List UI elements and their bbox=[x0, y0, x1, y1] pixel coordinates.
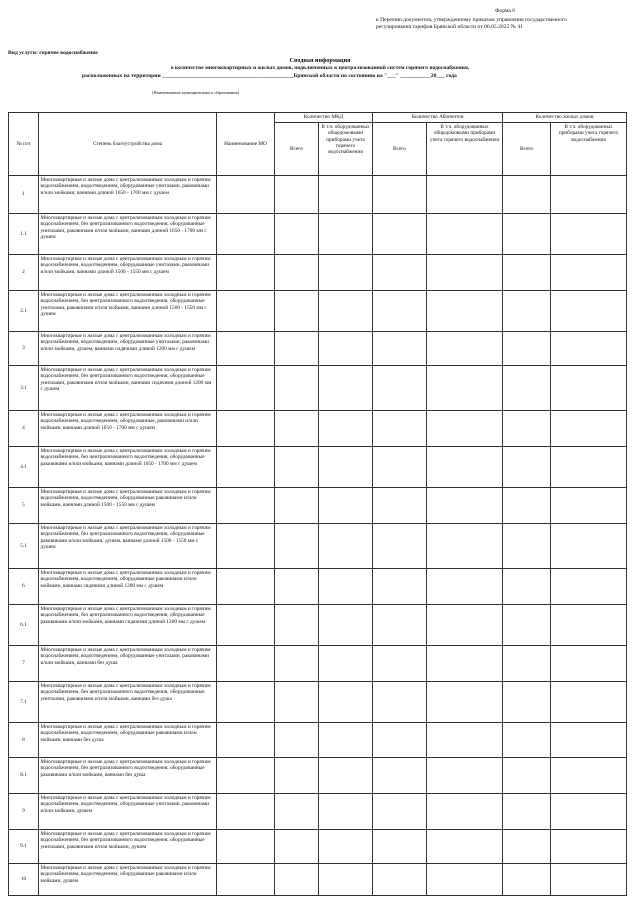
row-number: 7.1 bbox=[9, 682, 39, 723]
empty-cell[interactable] bbox=[373, 605, 427, 646]
empty-cell[interactable] bbox=[551, 366, 627, 411]
empty-cell[interactable] bbox=[373, 864, 427, 896]
empty-cell[interactable] bbox=[551, 646, 627, 682]
table-row bbox=[9, 255, 627, 291]
empty-cell[interactable] bbox=[427, 682, 503, 723]
table-row bbox=[9, 524, 627, 569]
col-mkd-total-header: Всего bbox=[275, 123, 319, 176]
empty-cell[interactable] bbox=[373, 176, 427, 214]
empty-cell[interactable] bbox=[217, 411, 275, 447]
empty-cell[interactable] bbox=[275, 214, 319, 255]
empty-cell[interactable] bbox=[217, 524, 275, 569]
summary-table bbox=[8, 112, 627, 896]
empty-cell[interactable] bbox=[427, 646, 503, 682]
empty-cell[interactable] bbox=[275, 864, 319, 896]
municipality-caption: (Наименование муниципального образования) bbox=[152, 90, 239, 95]
col-mkd-meters-header: В т.ч. оборудованных общедомовыми приборами учета горячего водоснабжения bbox=[319, 123, 373, 176]
empty-cell[interactable] bbox=[217, 366, 275, 411]
empty-cell[interactable] bbox=[319, 214, 373, 255]
empty-cell[interactable] bbox=[503, 605, 551, 646]
table-row bbox=[9, 794, 627, 830]
row-description: Многоквартирные и жилые дома с централизованным холодным и горячим водоснабжением, водоотведением, оборудованные, раковинами и/или мойками, ваннами длиной 1650 - 1700 мм с душем bbox=[39, 411, 217, 447]
empty-cell[interactable] bbox=[551, 605, 627, 646]
empty-cell[interactable] bbox=[503, 447, 551, 488]
empty-cell[interactable] bbox=[427, 291, 503, 332]
table-row bbox=[9, 488, 627, 524]
row-description: Многоквартирные и жилые дома с централизованным холодным и горячим водоснабжением, водоотведением, оборудованные раковинами и/или мойками, ваннами сидячими длиной 1200 мм с душем bbox=[39, 569, 217, 605]
table-row bbox=[9, 411, 627, 447]
document-subtitle: о количестве многоквартирных и жилых домов, подключенных к централизованной систем горячего водоснабжения, bbox=[170, 65, 470, 71]
territory-line: расположенных на территории _______________________________________________Брянской области по состоянию на "___" ___________20___ года bbox=[82, 73, 457, 79]
row-number: 1 bbox=[9, 176, 39, 214]
table-row bbox=[9, 864, 627, 896]
row-number: 10 bbox=[9, 864, 39, 896]
table-row bbox=[9, 682, 627, 723]
empty-cell[interactable] bbox=[319, 569, 373, 605]
empty-cell[interactable] bbox=[503, 864, 551, 896]
empty-cell[interactable] bbox=[503, 524, 551, 569]
table-row bbox=[9, 176, 627, 214]
empty-cell[interactable] bbox=[373, 447, 427, 488]
row-number: 6 bbox=[9, 569, 39, 605]
empty-cell[interactable] bbox=[217, 605, 275, 646]
empty-cell[interactable] bbox=[503, 646, 551, 682]
empty-cell[interactable] bbox=[275, 794, 319, 830]
empty-cell[interactable] bbox=[373, 758, 427, 794]
order-reference: к Перечню документов, утвержденному приказом управления государственного регулирования тарифов Брянской области от 06.05.2022 № 41 bbox=[376, 17, 567, 30]
empty-cell[interactable] bbox=[427, 176, 503, 214]
empty-cell[interactable] bbox=[217, 864, 275, 896]
empty-cell[interactable] bbox=[319, 758, 373, 794]
empty-cell[interactable] bbox=[319, 411, 373, 447]
empty-cell[interactable] bbox=[551, 255, 627, 291]
empty-cell[interactable] bbox=[319, 605, 373, 646]
empty-cell[interactable] bbox=[503, 214, 551, 255]
col-house-total-header: Всего bbox=[503, 123, 551, 176]
empty-cell[interactable] bbox=[217, 488, 275, 524]
empty-cell[interactable] bbox=[503, 723, 551, 758]
empty-cell[interactable] bbox=[217, 830, 275, 864]
empty-cell[interactable] bbox=[275, 723, 319, 758]
empty-cell[interactable] bbox=[503, 291, 551, 332]
empty-cell[interactable] bbox=[217, 758, 275, 794]
empty-cell[interactable] bbox=[275, 524, 319, 569]
table-row bbox=[9, 569, 627, 605]
row-number: 5.1 bbox=[9, 524, 39, 569]
row-description: Многоквартирные и жилые дома с централизованным холодным и горячим водоснабжением, водоотведением, оборудованные раковинами и/или мойками, ваннами длиной 1500 - 1550 мм с душем bbox=[39, 488, 217, 524]
empty-cell[interactable] bbox=[503, 176, 551, 214]
empty-cell[interactable] bbox=[373, 366, 427, 411]
empty-cell[interactable] bbox=[551, 291, 627, 332]
row-number: 2 bbox=[9, 255, 39, 291]
empty-cell[interactable] bbox=[275, 488, 319, 524]
row-description: Многоквартирные и жилые дома с централизованным холодным и горячим водоснабжением, водоотведением, оборудованные унитазами, раковинами и/или мойками, ваннами без душа bbox=[39, 646, 217, 682]
empty-cell[interactable] bbox=[217, 291, 275, 332]
empty-cell[interactable] bbox=[217, 569, 275, 605]
empty-cell[interactable] bbox=[551, 569, 627, 605]
row-number: 8.1 bbox=[9, 758, 39, 794]
empty-cell[interactable] bbox=[275, 176, 319, 214]
empty-cell[interactable] bbox=[551, 447, 627, 488]
empty-cell[interactable] bbox=[319, 366, 373, 411]
col-sub-total-header: Всего bbox=[373, 123, 427, 176]
empty-cell[interactable] bbox=[373, 411, 427, 447]
row-description: Многоквартирные и жилые дома с централизованным холодным и горячим водоснабжением, водоотведением, оборудованные раковинами и/или мойками, ваннами без душа bbox=[39, 723, 217, 758]
service-type: Вид услуги: горячее водоснабжение bbox=[8, 50, 98, 56]
empty-cell[interactable] bbox=[275, 332, 319, 366]
empty-cell[interactable] bbox=[275, 255, 319, 291]
empty-cell[interactable] bbox=[551, 488, 627, 524]
col-num-header: № п/п bbox=[9, 113, 39, 176]
empty-cell[interactable] bbox=[275, 291, 319, 332]
col-mo-header: Наименование МО bbox=[217, 113, 275, 176]
table-row bbox=[9, 447, 627, 488]
row-number: 9.1 bbox=[9, 830, 39, 864]
empty-cell[interactable] bbox=[319, 646, 373, 682]
empty-cell[interactable] bbox=[319, 488, 373, 524]
col-mkd-header: Количество МКД bbox=[275, 113, 373, 123]
empty-cell[interactable] bbox=[551, 723, 627, 758]
empty-cell[interactable] bbox=[319, 864, 373, 896]
empty-cell[interactable] bbox=[373, 830, 427, 864]
row-number: 2.1 bbox=[9, 291, 39, 332]
row-description: Многоквартирные и жилые дома с централизованным холодным и горячим водоснабжением, без централизованного водоотведения, оборудованные раковинами и/или мойками, душем, ваннами длиной 1500 - 1550 мм с душем bbox=[39, 524, 217, 569]
empty-cell[interactable] bbox=[503, 488, 551, 524]
row-description: Многоквартирные и жилые дома с централизованным холодным и горячим водоснабжением, водоотведением, оборудованные унитазами, раковинами и/или мойками, ваннами длиной 1650 - 1700 мм с душем bbox=[39, 176, 217, 214]
col-subscribers-header: Количество Абонентов bbox=[373, 113, 503, 123]
empty-cell[interactable] bbox=[373, 332, 427, 366]
empty-cell[interactable] bbox=[217, 214, 275, 255]
row-description: Многоквартирные и жилые дома с централизованным холодным и горячим водоснабжением, без централизованного водоотведения, оборудованные унитазами, раковинами и/или мойками, ваннами без душа bbox=[39, 682, 217, 723]
empty-cell[interactable] bbox=[551, 411, 627, 447]
row-description: Многоквартирные и жилые дома с централизованным холодным и горячим водоснабжением, водоотведением, оборудованные унитазами, раковинами и/или мойками, ваннами длиной 1500 - 1550 мм с душем bbox=[39, 255, 217, 291]
empty-cell[interactable] bbox=[217, 794, 275, 830]
empty-cell[interactable] bbox=[551, 794, 627, 830]
col-desc-header: Степень благоустройства дома bbox=[39, 113, 217, 176]
empty-cell[interactable] bbox=[275, 830, 319, 864]
empty-cell[interactable] bbox=[373, 214, 427, 255]
empty-cell[interactable] bbox=[373, 794, 427, 830]
table-row bbox=[9, 723, 627, 758]
row-description: Многоквартирные и жилые дома с централизованным холодным и горячим водоснабжением, водоотведением, оборудованные раковинами и/или мойками, душем bbox=[39, 864, 217, 896]
empty-cell[interactable] bbox=[319, 255, 373, 291]
table-row bbox=[9, 605, 627, 646]
empty-cell[interactable] bbox=[373, 255, 427, 291]
row-description: Многоквартирные и жилые дома с централизованным холодным и горячим водоснабжением, без централизованного водоотведения, оборудованные унитазами, раковинами и/или мойками, ваннами длиной 1500 - 1550 мм с душем bbox=[39, 291, 217, 332]
empty-cell[interactable] bbox=[551, 332, 627, 366]
empty-cell[interactable] bbox=[217, 255, 275, 291]
table-row bbox=[9, 366, 627, 411]
empty-cell[interactable] bbox=[373, 524, 427, 569]
empty-cell[interactable] bbox=[427, 255, 503, 291]
row-number: 5 bbox=[9, 488, 39, 524]
empty-cell[interactable] bbox=[275, 758, 319, 794]
empty-cell[interactable] bbox=[319, 682, 373, 723]
row-description: Многоквартирные и жилые дома с централизованным холодным и горячим водоснабжением, без централизованного водоотведения, оборудованные унитазами, раковинами и/или мойками, ваннами сидячими длиной 1200 мм с душем bbox=[39, 366, 217, 411]
empty-cell[interactable] bbox=[503, 830, 551, 864]
empty-cell[interactable] bbox=[427, 605, 503, 646]
empty-cell[interactable] bbox=[373, 488, 427, 524]
empty-cell[interactable] bbox=[503, 794, 551, 830]
empty-cell[interactable] bbox=[319, 723, 373, 758]
empty-cell[interactable] bbox=[373, 682, 427, 723]
row-number: 1.1 bbox=[9, 214, 39, 255]
row-description: Многоквартирные и жилые дома с централизованным холодным и горячим водоснабжением, без централизованного водоотведения, оборудованные раковинами и/или мойками, ваннами сидячими длиной 1200 мм с душем bbox=[39, 605, 217, 646]
empty-cell[interactable] bbox=[319, 176, 373, 214]
row-number: 6.1 bbox=[9, 605, 39, 646]
empty-cell[interactable] bbox=[427, 332, 503, 366]
empty-cell[interactable] bbox=[373, 569, 427, 605]
row-description: Многоквартирные и жилые дома с централизованным холодным и горячим водоснабжением, без централизованного водоотведения, оборудованные раковинами и/или мойками, ваннами без душа bbox=[39, 758, 217, 794]
empty-cell[interactable] bbox=[427, 723, 503, 758]
form-number: Форма 6 bbox=[495, 8, 516, 14]
empty-cell[interactable] bbox=[275, 646, 319, 682]
empty-cell[interactable] bbox=[427, 411, 503, 447]
row-description: Многоквартирные и жилые дома с централизованным холодным и горячим водоснабжением, водоотведением, оборудованные унитазами, раковинами и/или мойками, душем, ваннами сидячими длиной 1200 мм с душем bbox=[39, 332, 217, 366]
empty-cell[interactable] bbox=[427, 794, 503, 830]
empty-cell[interactable] bbox=[551, 864, 627, 896]
empty-cell[interactable] bbox=[427, 524, 503, 569]
empty-cell[interactable] bbox=[503, 758, 551, 794]
row-number: 8 bbox=[9, 723, 39, 758]
empty-cell[interactable] bbox=[373, 723, 427, 758]
row-description: Многоквартирные и жилые дома с централизованным холодным и горячим водоснабжением, без централизованного водоотведения, оборудованные унитазами, раковинами и/или мойками, душем bbox=[39, 830, 217, 864]
empty-cell[interactable] bbox=[503, 332, 551, 366]
empty-cell[interactable] bbox=[319, 332, 373, 366]
empty-cell[interactable] bbox=[427, 569, 503, 605]
col-house-meters-header: В т.ч. оборудованных приборами учета горячего водоснабжения bbox=[551, 123, 627, 176]
empty-cell[interactable] bbox=[275, 366, 319, 411]
empty-cell[interactable] bbox=[217, 682, 275, 723]
col-houses-header: Количество жилых домов bbox=[503, 113, 627, 123]
table-row bbox=[9, 830, 627, 864]
empty-cell[interactable] bbox=[503, 569, 551, 605]
empty-cell[interactable] bbox=[275, 605, 319, 646]
empty-cell[interactable] bbox=[373, 646, 427, 682]
row-description: Многоквартирные и жилые дома с централизованным холодным и горячим водоснабжением, водоотведением, оборудованные унитазами, раковинами и/или мойками, душем bbox=[39, 794, 217, 830]
empty-cell[interactable] bbox=[319, 447, 373, 488]
row-number: 3 bbox=[9, 332, 39, 366]
empty-cell[interactable] bbox=[217, 646, 275, 682]
empty-cell[interactable] bbox=[217, 332, 275, 366]
empty-cell[interactable] bbox=[551, 524, 627, 569]
row-description: Многоквартирные и жилые дома с централизованным холодным и горячим водоснабжением, без централизованного водоотведения, оборудованные унитазами, раковинами и/или мойками, ваннами длиной 1650 - 1700 мм с душем bbox=[39, 214, 217, 255]
col-sub-meters-header: В т.ч. оборудованных общедомовыми приборами учета горячего водоснабжения bbox=[427, 123, 503, 176]
empty-cell[interactable] bbox=[503, 682, 551, 723]
empty-cell[interactable] bbox=[275, 447, 319, 488]
empty-cell[interactable] bbox=[319, 291, 373, 332]
empty-cell[interactable] bbox=[551, 214, 627, 255]
empty-cell[interactable] bbox=[427, 214, 503, 255]
empty-cell[interactable] bbox=[427, 366, 503, 411]
row-number: 7 bbox=[9, 646, 39, 682]
empty-cell[interactable] bbox=[319, 794, 373, 830]
empty-cell[interactable] bbox=[427, 758, 503, 794]
row-number: 3.1 bbox=[9, 366, 39, 411]
empty-cell[interactable] bbox=[319, 524, 373, 569]
empty-cell[interactable] bbox=[503, 411, 551, 447]
empty-cell[interactable] bbox=[217, 447, 275, 488]
table-row bbox=[9, 332, 627, 366]
row-number: 9 bbox=[9, 794, 39, 830]
empty-cell[interactable] bbox=[427, 864, 503, 896]
empty-cell[interactable] bbox=[427, 488, 503, 524]
empty-cell[interactable] bbox=[427, 447, 503, 488]
row-description: Многоквартирные и жилые дома с централизованным холодным и горячим водоснабжением, без централизованного водоотведения, оборудованные раковинами и/или мойками, ваннами длиной 1650 - 1700 мм с душем bbox=[39, 447, 217, 488]
empty-cell[interactable] bbox=[275, 569, 319, 605]
empty-cell[interactable] bbox=[551, 176, 627, 214]
empty-cell[interactable] bbox=[427, 830, 503, 864]
row-number: 4.1 bbox=[9, 447, 39, 488]
empty-cell[interactable] bbox=[551, 830, 627, 864]
row-number: 4 bbox=[9, 411, 39, 447]
empty-cell[interactable] bbox=[551, 758, 627, 794]
table-row bbox=[9, 646, 627, 682]
empty-cell[interactable] bbox=[217, 723, 275, 758]
document-title: Сводная информация bbox=[289, 57, 351, 64]
empty-cell[interactable] bbox=[275, 682, 319, 723]
empty-cell[interactable] bbox=[217, 176, 275, 214]
table-row bbox=[9, 214, 627, 255]
table-row bbox=[9, 291, 627, 332]
empty-cell[interactable] bbox=[503, 366, 551, 411]
empty-cell[interactable] bbox=[319, 830, 373, 864]
table-row bbox=[9, 758, 627, 794]
empty-cell[interactable] bbox=[551, 682, 627, 723]
empty-cell[interactable] bbox=[503, 255, 551, 291]
empty-cell[interactable] bbox=[373, 291, 427, 332]
empty-cell[interactable] bbox=[275, 411, 319, 447]
